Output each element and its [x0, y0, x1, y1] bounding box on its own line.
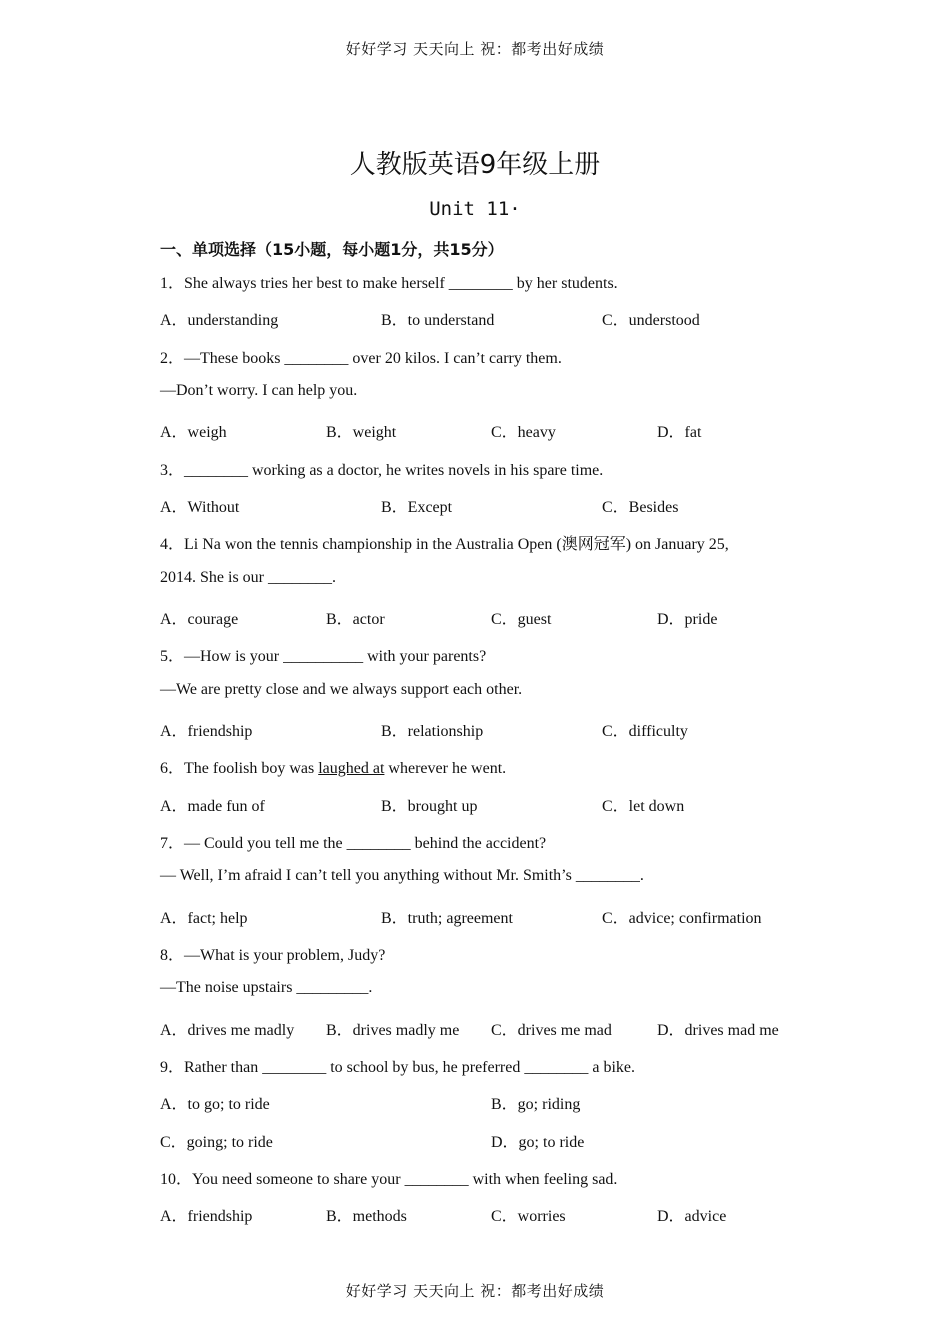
- q9-option-c: C．going; to ride: [160, 1134, 273, 1151]
- q1-option-b: B．to understand: [381, 312, 495, 329]
- q1-option-c: C．understood: [602, 312, 700, 329]
- q7-option-b: B．truth; agreement: [381, 910, 513, 927]
- question-8: 8．—What is your problem, Judy?: [160, 947, 386, 964]
- q6-underlined-phrase: laughed at: [318, 760, 385, 777]
- question-2-reply: —Don’t worry. I can help you.: [160, 382, 358, 399]
- section-heading: 一、单项选择（15小题，每小题1分，共15分）: [160, 240, 504, 259]
- question-2: 2．—These books ________ over 20 kilos. I can’t carry them.: [160, 350, 562, 367]
- q8-option-c: C．drives me mad: [491, 1022, 612, 1039]
- q2-option-a: A．weigh: [160, 424, 227, 441]
- question-8-reply: —The noise upstairs _________.: [160, 979, 373, 996]
- question-5-reply: —We are pretty close and we always support each other.: [160, 681, 523, 698]
- q10-option-b: B．methods: [326, 1208, 407, 1225]
- q7-option-a: A．fact; help: [160, 910, 248, 927]
- q4-option-b: B．actor: [326, 611, 385, 628]
- question-4-cont: 2014. She is our ________.: [160, 569, 336, 586]
- question-5: 5．—How is your __________ with your parents?: [160, 648, 487, 665]
- question-4: 4．Li Na won the tennis championship in the Australia Open (澳网冠军) on January 25,: [160, 536, 729, 553]
- q10-option-d: D．advice: [657, 1208, 727, 1225]
- page-footer: 好好学习 天天向上 祝：都考出好成绩: [345, 1282, 605, 1300]
- q6-option-b: B．brought up: [381, 798, 478, 815]
- q3-option-c: C．Besides: [602, 499, 679, 516]
- question-6: [160, 755, 506, 778]
- q10-option-a: A．friendship: [160, 1208, 253, 1225]
- q8-option-d: D．drives mad me: [657, 1022, 779, 1039]
- q8-option-a: A．drives me madly: [160, 1022, 295, 1039]
- q2-option-b: B．weight: [326, 424, 397, 441]
- q3-option-b: B．Except: [381, 499, 453, 516]
- q9-option-d: D．go; to ride: [491, 1134, 585, 1151]
- q9-option-b: B．go; riding: [491, 1096, 581, 1113]
- q6-option-a: A．made fun of: [160, 798, 265, 815]
- question-7: 7．— Could you tell me the ________ behind the accident?: [160, 835, 547, 852]
- q4-option-c: C．guest: [491, 611, 552, 628]
- question-1: 1．She always tries her best to make herself ________ by her students.: [160, 275, 618, 292]
- q6-prefix: 6．The foolish boy was: [160, 760, 319, 777]
- q4-option-a: A．courage: [160, 611, 239, 628]
- q2-option-d: D．fat: [657, 424, 702, 441]
- question-3: 3．________ working as a doctor, he writes novels in his spare time.: [160, 462, 604, 479]
- q6-option-c: C．let down: [602, 798, 685, 815]
- q1-option-a: A．understanding: [160, 312, 279, 329]
- q8-option-b: B．drives madly me: [326, 1022, 460, 1039]
- unit-label: Unit 11·: [429, 198, 521, 220]
- q10-option-c: C．worries: [491, 1208, 566, 1225]
- question-10: 10．You need someone to share your ________ with when feeling sad.: [160, 1171, 618, 1188]
- q3-option-a: A．Without: [160, 499, 240, 516]
- question-7-reply: — Well, I’m afraid I can’t tell you anything without Mr. Smith’s ________.: [160, 867, 644, 884]
- document-title: 人教版英语9年级上册: [349, 150, 601, 180]
- question-9: 9．Rather than ________ to school by bus, he preferred ________ a bike.: [160, 1059, 636, 1076]
- q6-suffix: wherever he went.: [384, 760, 507, 777]
- q5-option-b: B．relationship: [381, 723, 484, 740]
- q9-option-a: A．to go; to ride: [160, 1096, 270, 1113]
- q7-option-c: C．advice; confirmation: [602, 910, 762, 927]
- q2-option-c: C．heavy: [491, 424, 556, 441]
- q4-option-d: D．pride: [657, 611, 718, 628]
- q5-option-a: A．friendship: [160, 723, 253, 740]
- page-header: 好好学习 天天向上 祝：都考出好成绩: [345, 40, 605, 58]
- q5-option-c: C．difficulty: [602, 723, 688, 740]
